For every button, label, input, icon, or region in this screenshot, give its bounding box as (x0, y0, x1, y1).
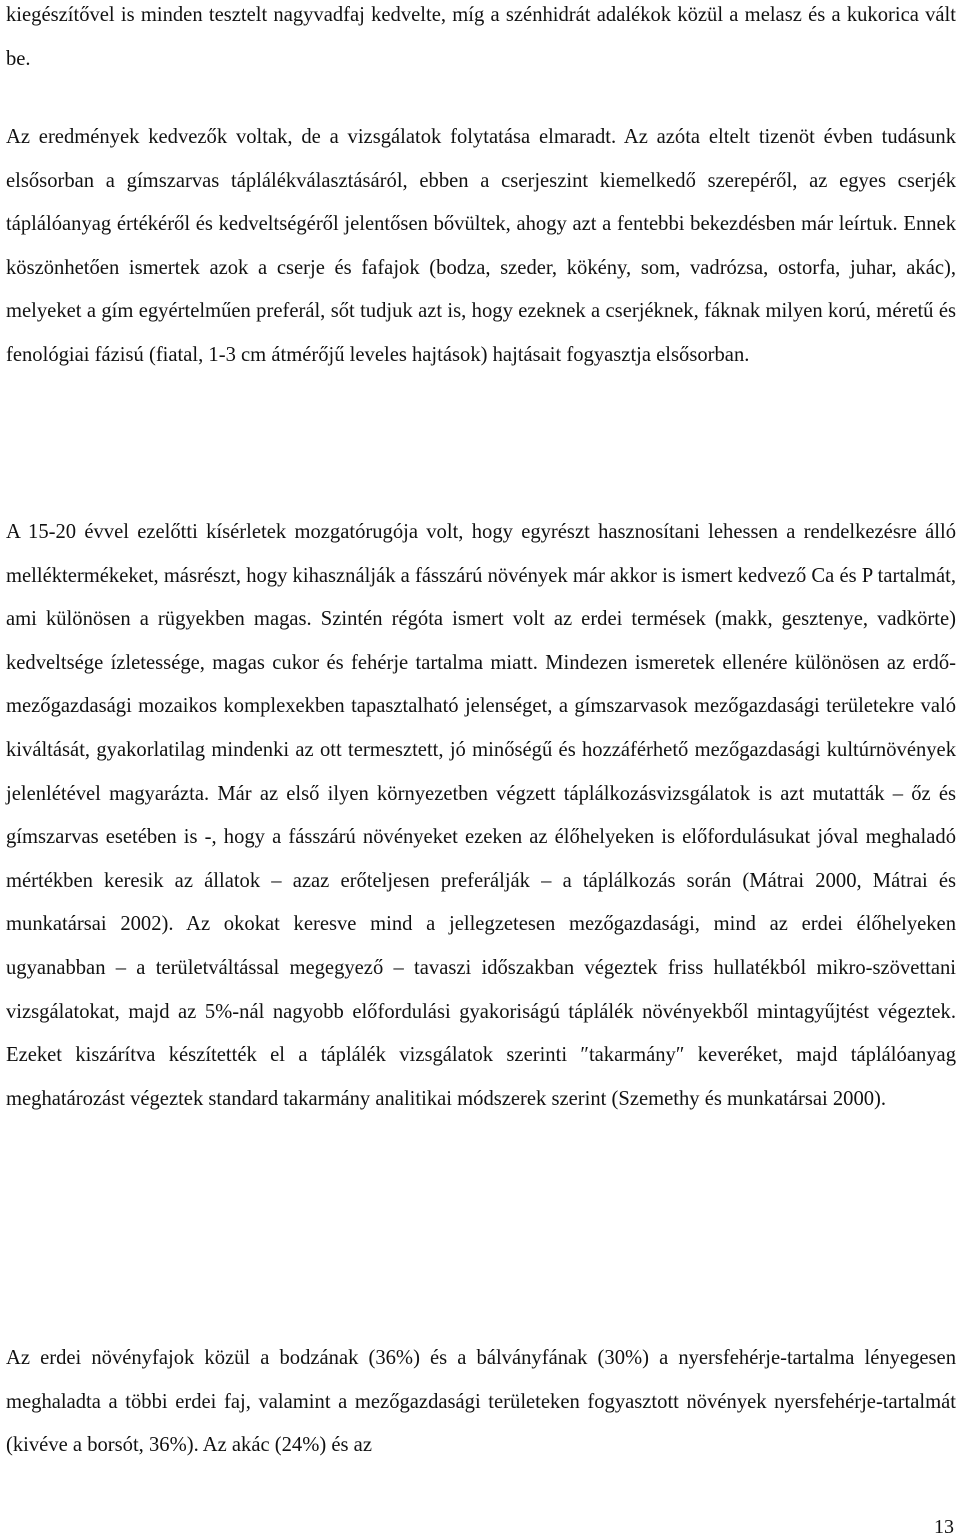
paragraph-continuation: kiegészítővel is minden tesztelt nagyvadfaj kedvelte, míg a szénhidrát adalékok közül a melasz és a kukorica vált be. (6, 4, 956, 70)
page-number: 13 (934, 1516, 954, 1538)
paragraph-forest-species: Az erdei növényfajok közül a bodzának (36%) és a bálványfának (30%) a nyersfehérje-tartalma lényegesen meghaladta a többi erdei faj, valamint a mezőgazdasági területeken fogyasztott növények nyersfehérje-tartalmát (kivéve a borsót, 36%). Az akác (24%) és az (6, 1347, 956, 1457)
paragraph-previous-research: Az eredmények kedvezők voltak, de a vizsgálatok folytatása elmaradt. Az azóta eltelt tizenöt évben tudásunk elsősorban a gímszarvas táplálékválasztásáról, ebben a cserjeszint kiemelkedő szerepéről, az egyes cserjék táplálóanyag értékéről és kedveltségéről jelentősen bővültek, ahogy azt a fentebbi bekezdésben már leírtuk. Ennek köszönhetően ismertek azok a cserje és fafajok (bodza, szeder, kökény, som, vadrózsa, ostorfa, juhar, akác), melyeket a gím egyértelműen preferál, sőt tudjuk azt is, hogy ezeknek a cserjéknek, fáknak milyen korú, méretű és fenológiai fázisú (fiatal, 1-3 cm átmérőjű leveles hajtások) hajtásait fogyasztja elsősorban. (6, 126, 956, 366)
paragraph-experiments: A 15-20 évvel ezelőtti kísérletek mozgatórugója volt, hogy egyrészt hasznosítani lehessen a rendelkezésre álló melléktermékeket, másrészt, hogy kihasználják a fásszárú növények már akkor is ismert kedvező Ca és P tartalmát, ami különösen a rügyekben magas. Szintén régóta ismert volt az erdei termések (makk, gesztenye, vadkörte) kedveltsége ízletessége, magas cukor és fehérje tartalma miatt. Mindezen ismeretek ellenére különösen az erdő-mezőgazdasági mozaikos komplexekben tapasztalható jelenséget, a gímszarvasok mezőgazdasági területekre való kiváltását, gyakorlatilag mindenki az ott termesztett, jó minőségű és hozzáférhető mezőgazdasági kultúrnövények jelenlétével magyarázta. Már az első ilyen környezetben végzett táplálkozásvizsgálatok is azt mutatták – őz és gímszarvas esetében is -, hogy a fásszárú növényeket ezeken az élőhelyeken is előfordulásukat jóval meghaladó mértékben keresik az állatok – azaz erőteljesen preferálják – a táplálkozás során (Mátrai 2000, Mátrai és munkatársai 2002). Az okokat keresve mind a jellegzetesen mezőgazdasági, mind az erdei élőhelyeken ugyanabban – a területváltással megegyező – tavaszi időszakban végeztek friss hullatékból mikro-szövettani vizsgálatokat, majd az 5%-nál nagyobb előfordulási gyakoriságú táplálék növényekből mintagyűjtést végeztek. Ezeket kiszárítva készítették el a táplálék vizsgálatok szerinti ″takarmány″ keveréket, majd táplálóanyag meghatározást végeztek standard takarmány analitikai módszerek szerint (Szemethy és munkatársai 2000). (6, 521, 956, 1110)
